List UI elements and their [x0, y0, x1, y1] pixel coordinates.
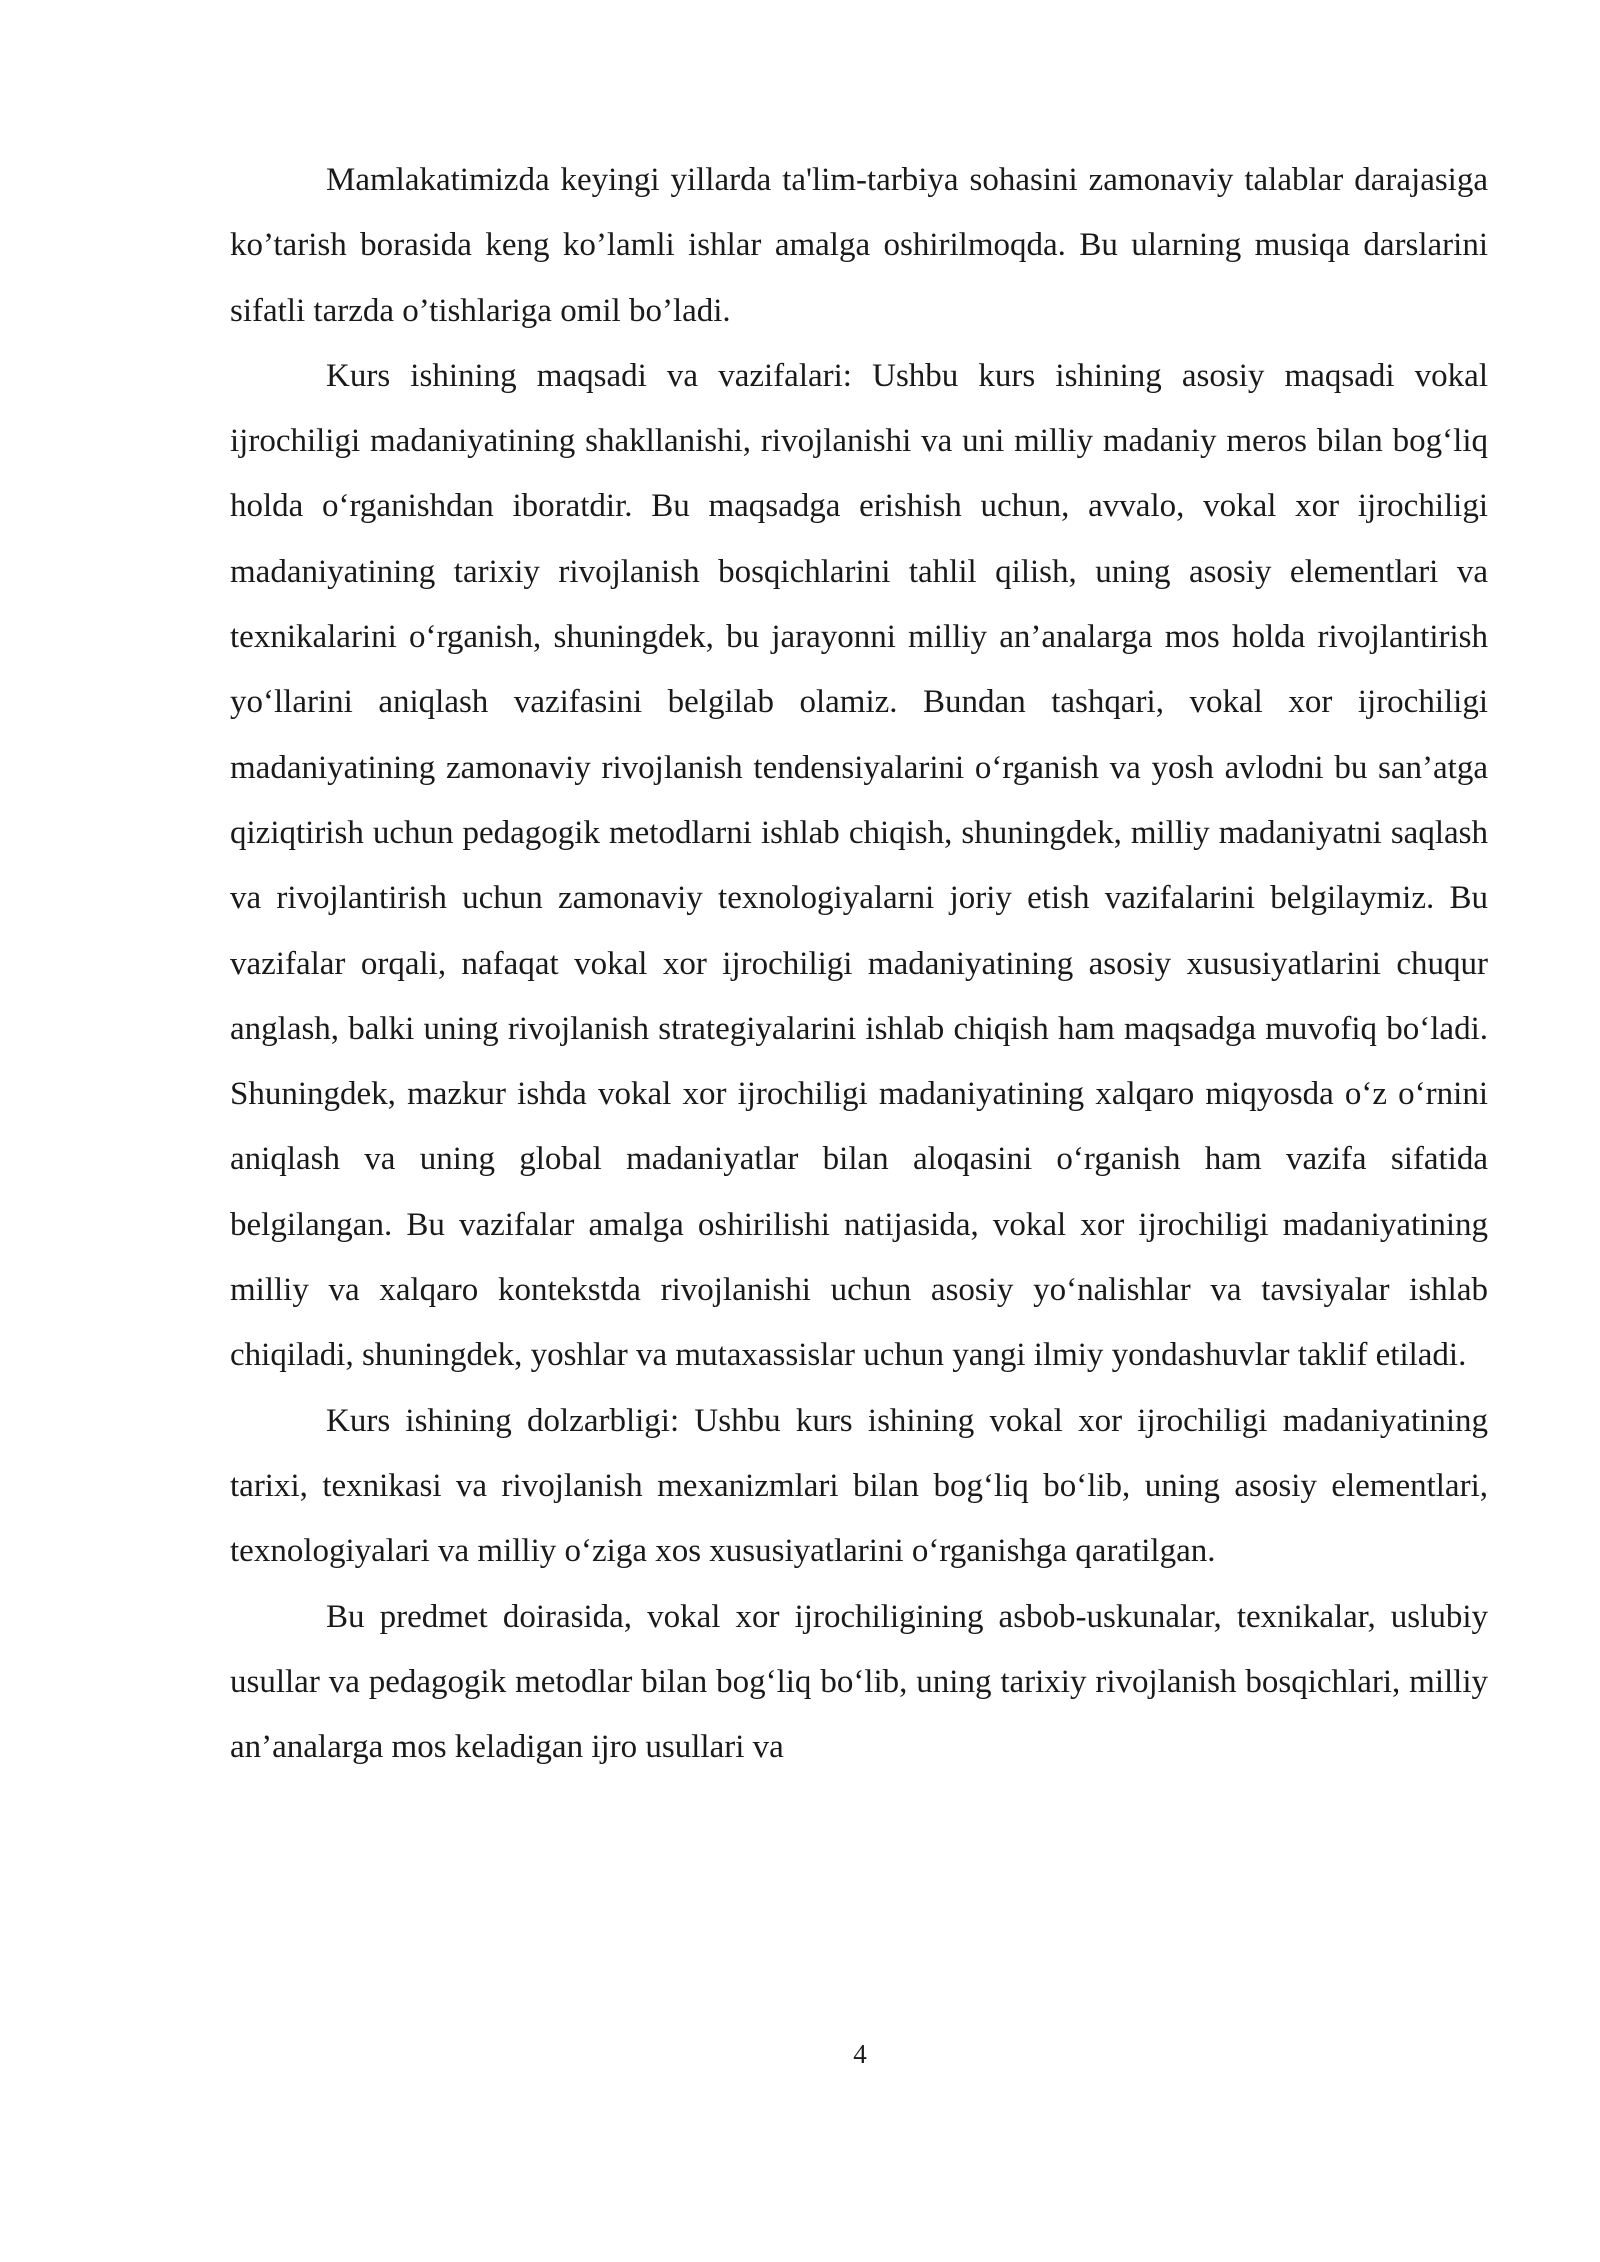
- paragraph-goals-and-tasks: Kurs ishining maqsadi va vazifalari: Ushbu kurs ishining asosiy maqsadi vokal ijrochiligi madaniyatining shakllanishi, rivojlanishi va uni milliy madaniy meros bilan bog‘liq holda o‘rganishdan iboratdir. Bu maqsadga erishish uchun, avvalo, vokal xor ijrochiligi madaniyatining tarixiy rivojlanish bosqichlarini tahlil qilish, uning asosiy elementlari va texnikalarini o‘rganish, shuningdek, bu jarayonni milliy an’analarga mos holda rivojlantirish yo‘llarini aniqlash vazifasini belgilab olamiz. Bundan tashqari, vokal xor ijrochiligi madaniyatining zamonaviy rivojlanish tendensiyalarini o‘rganish va yosh avlodni bu san’atga qiziqtirish uchun pedagogik metodlarni ishlab chiqish, shuningdek, milliy madaniyatni saqlash va rivojlantirish uchun zamonaviy texnologiyalarni joriy etish vazifalarini belgilaymiz. Bu vazifalar orqali, nafaqat vokal xor ijrochiligi madaniyatining asosiy xususiyatlarini chuqur anglash, balki uning rivojlanish strategiyalarini ishlab chiqish ham maqsadga muvofiq bo‘ladi. Shuningdek, mazkur ishda vokal xor ijrochiligi madaniyatining xalqaro miqyosda o‘z o‘rnini aniqlash va uning global madaniyatlar bilan aloqasini o‘rganish ham vazifa sifatida belgilangan. Bu vazifalar amalga oshirilishi natijasida, vokal xor ijrochiligi madaniyatining milliy va xalqaro kontekstda rivojlanishi uchun asosiy yo‘nalishlar va tavsiyalar ishlab chiqiladi, shuningdek, yoshlar va mutaxassislar uchun yangi ilmiy yondashuvlar taklif etiladi.: [230, 357, 1488, 1374]
- paragraph-intro: Mamlakatimizda keyingi yillarda ta'lim-tarbiya sohasini zamonaviy talablar darajasiga ko’tarish borasida keng ko’lamli ishlar amalga oshirilmoqda. Bu ularning musiqa darslarini sifatli tarzda o’tishlariga omil bo’ladi.: [230, 162, 1488, 329]
- page-number: 4: [853, 2039, 867, 2069]
- paragraph-subject: Bu predmet doirasida, vokal xor ijrochiligining asbob-uskunalar, texnikalar, uslubiy usullar va pedagogik metodlar bilan bog‘liq bo‘lib, uning tarixiy rivojlanish bosqichlari, milliy an’analarga mos keladigan ijro usullari va: [230, 1598, 1488, 1766]
- paragraph-relevance: Kurs ishining dolzarbligi: Ushbu kurs ishining vokal xor ijrochiligi madaniyatining tarixi, texnikasi va rivojlanish mexanizmlari bilan bog‘liq bo‘lib, uning asosiy elementlari, texnologiyalari va milliy o‘ziga xos xususiyatlarini o‘rganishga qaratilgan.: [230, 1402, 1488, 1570]
- body-text: [230, 148, 1488, 1780]
